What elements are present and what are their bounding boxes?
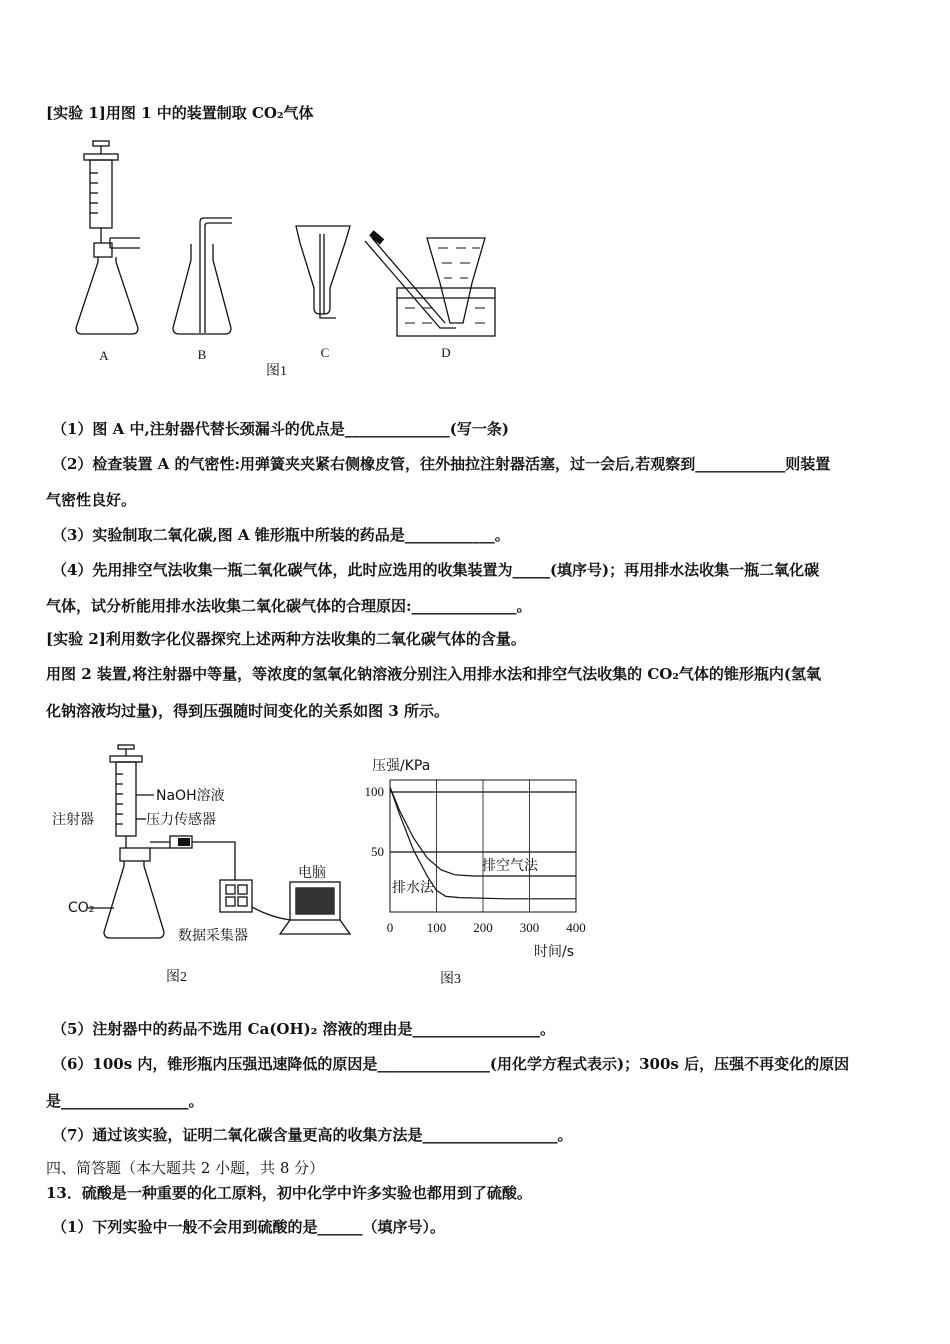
- label-c: C: [320, 345, 330, 360]
- question-2-line-2: 气密性良好。: [46, 491, 137, 509]
- chart-ylabel: 压强/KPa: [372, 758, 431, 774]
- question-4-line-1: （4）先用排空气法收集一瓶二氧化碳气体，此时应选用的收集装置为_____(填序号)；再用排水法收集一瓶二氧化碳: [52, 561, 820, 579]
- label-d: D: [441, 345, 451, 360]
- figure-2-caption: 图2: [166, 970, 187, 985]
- experiment-2-title: [实验 2]利用数字化仪器探究上述两种方法收集的二氧化碳气体的含量。: [46, 630, 526, 648]
- question-4-line-2: 气体，试分析能用排水法收集二氧化碳气体的合理原因:______________。: [46, 597, 532, 615]
- experiment-2-line-2: 化钠溶液均过量)，得到压强随时间变化的关系如图 3 所示。: [46, 702, 449, 720]
- figure-1-caption: 图1: [266, 364, 287, 379]
- experiment-2-line-1: 用图 2 装置,将注射器中等量，等浓度的氢氧化钠溶液分别注入用排水法和排空气法收集的 CO₂气体的锥形瓶内(氢氧: [46, 665, 822, 683]
- apparatus-c: [296, 226, 350, 318]
- x-tick-label: 400: [566, 920, 586, 935]
- question-6-line-1: （6）100s 内，锥形瓶内压强迅速降低的原因是_______________(用化学方程式表示)；300s 后，压强不再变化的原因: [52, 1055, 850, 1073]
- apparatus-b: [173, 218, 232, 334]
- chart-xlabel: 时间/s: [534, 944, 575, 960]
- question-13: 13．硫酸是一种重要的化工原料，初中化学中许多实验也都用到了硫酸。: [46, 1184, 532, 1202]
- series-label-water: 排水法: [392, 880, 434, 896]
- label-b: B: [197, 347, 207, 362]
- y-tick-label: 50: [371, 844, 384, 859]
- question-5: （5）注射器中的药品不选用 Ca(OH)₂ 溶液的理由是_________________。: [52, 1020, 556, 1038]
- question-7: （7）通过该实验，证明二氧化碳含量更高的收集方法是__________________。: [52, 1126, 573, 1144]
- co2-label: CO₂: [68, 900, 95, 916]
- computer-label: 电脑: [298, 865, 326, 881]
- question-2-line-1: （2）检查装置 A 的气密性:用弹簧夹夹紧右侧橡皮管，往外抽拉注射器活塞，过一会后,若观察到____________则装置: [52, 455, 831, 473]
- x-tick-label: 100: [426, 920, 447, 935]
- x-tick-label: 0: [386, 920, 394, 935]
- figure-2-apparatus: [50, 742, 370, 947]
- experiment-1-title: [实验 1]用图 1 中的装置制取 CO₂气体: [46, 104, 314, 122]
- series-label-air: 排空气法: [482, 858, 538, 874]
- naoh-label: NaOH溶液: [156, 788, 225, 804]
- question-13-1: （1）下列实验中一般不会用到硫酸的是______（填序号）。: [52, 1218, 445, 1236]
- figure-1-apparatus: [60, 138, 520, 378]
- question-1: （1）图 A 中,注射器代替长颈漏斗的优点是______________(写一条): [52, 420, 509, 438]
- syringe-label: 注射器: [52, 812, 94, 828]
- x-tick-label: 300: [519, 920, 540, 935]
- section-4-heading: 四、简答题（本大题共 2 小题，共 8 分）: [46, 1159, 325, 1177]
- apparatus-d: [365, 238, 495, 336]
- apparatus-a: [76, 141, 140, 334]
- question-3: （3）实验制取二氧化碳,图 A 锥形瓶中所装的药品是____________。: [52, 526, 510, 544]
- collector-label: 数据采集器: [178, 928, 248, 944]
- question-6-line-2: 是_________________。: [46, 1092, 204, 1110]
- figure-3-chart: [350, 752, 610, 972]
- label-a: A: [99, 348, 109, 363]
- sensor-label: 压力传感器: [146, 812, 216, 828]
- figure-3-caption: 图3: [440, 972, 461, 987]
- x-tick-label: 200: [473, 920, 493, 935]
- y-tick-label: 100: [364, 784, 384, 799]
